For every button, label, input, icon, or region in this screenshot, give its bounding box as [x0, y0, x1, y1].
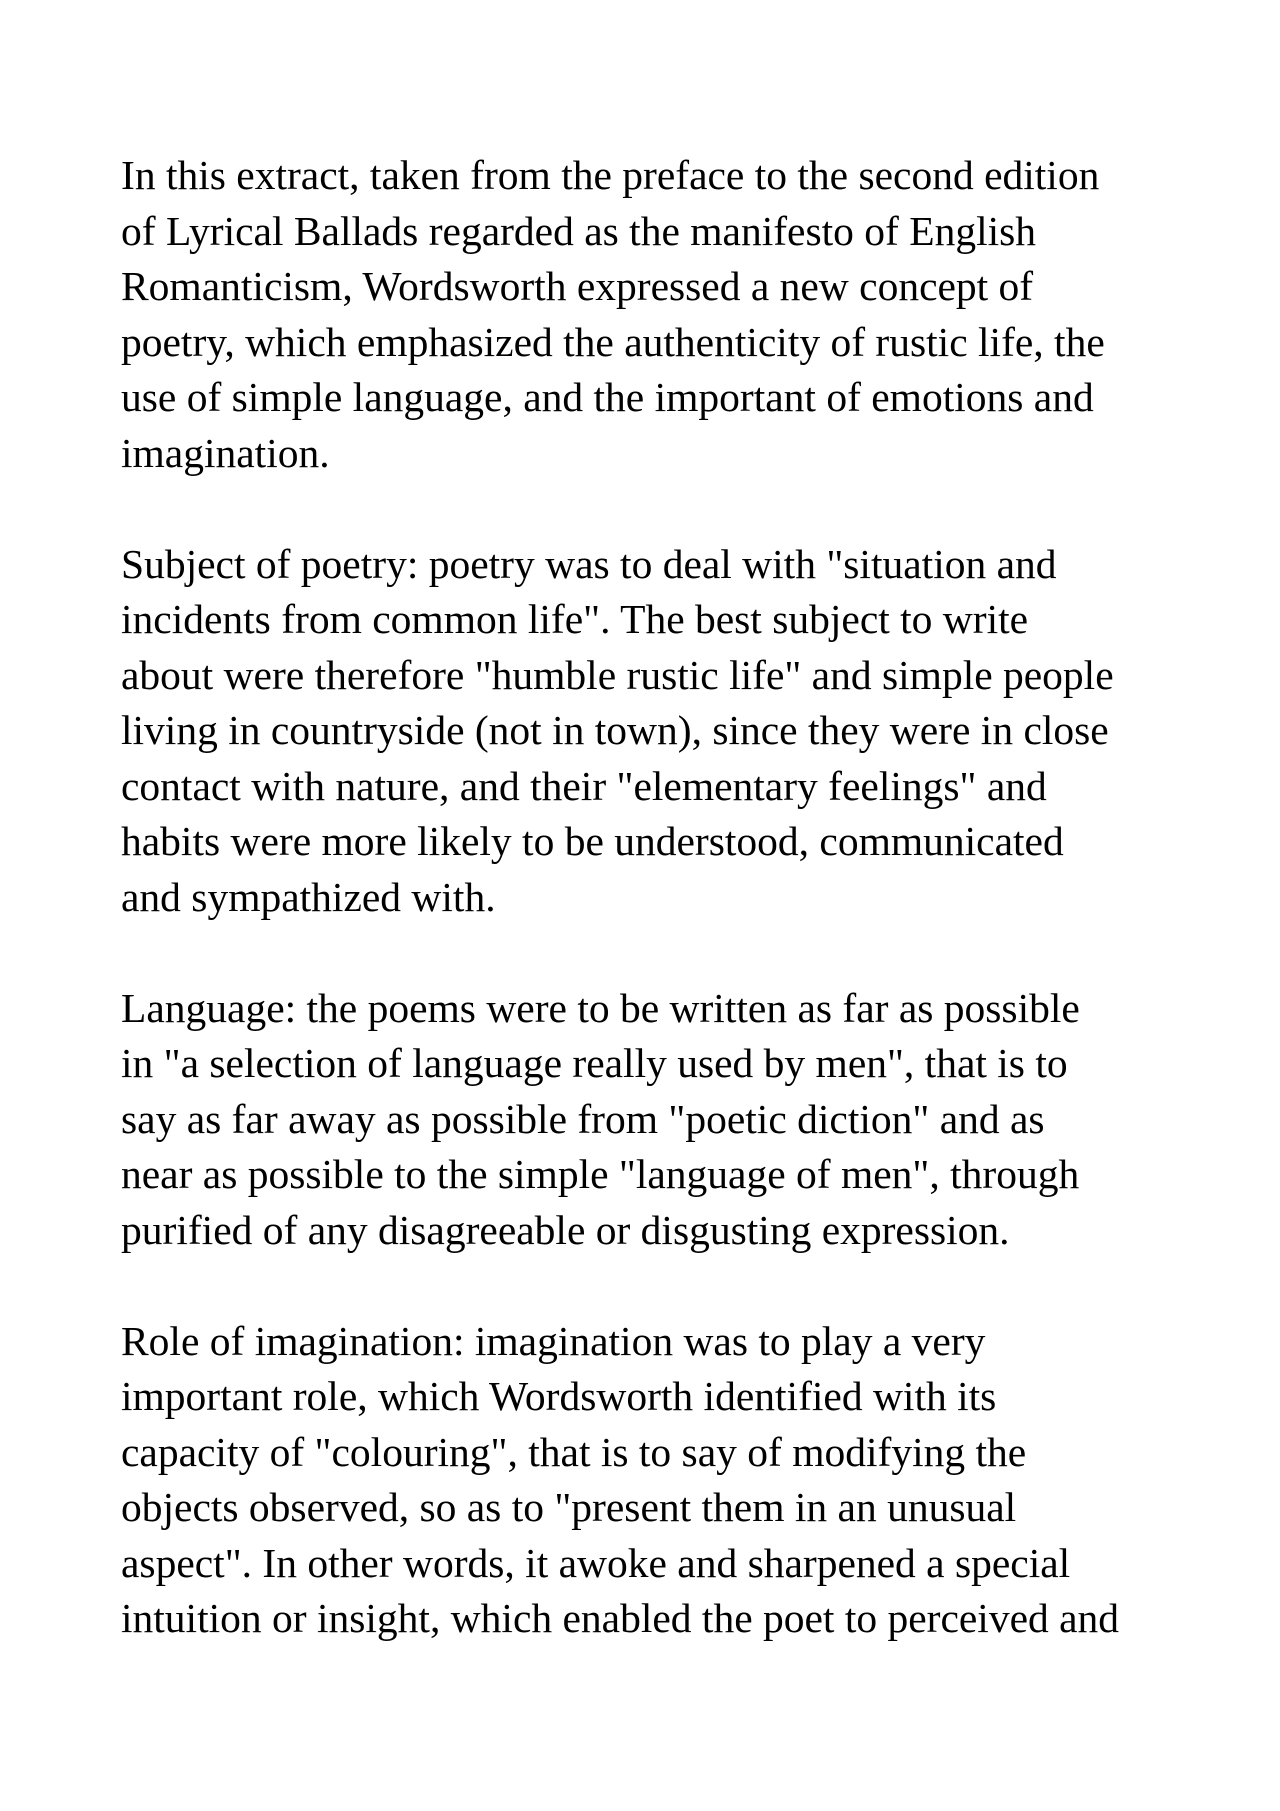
text-line: Subject of poetry: poetry was to deal with "situation and	[121, 540, 1057, 587]
text-line: In this extract, taken from the preface to the second edition	[121, 152, 1100, 198]
text-line: Role of imagination: imagination was to play a very	[121, 1317, 986, 1364]
text-line: of Lyrical Ballads regarded as the manifesto of English	[121, 207, 1037, 254]
text-line: contact with nature, and their "elementary feelings" and	[121, 762, 1047, 809]
text-line: intuition or insight, which enabled the poet to perceived and	[121, 1595, 1120, 1641]
text-line: use of simple language, and the important of emotions and	[121, 374, 1094, 420]
text-line: Language: the poems were to be written as far as possible	[121, 984, 1080, 1031]
text-line: say as far away as possible from "poetic diction" and as	[121, 1095, 1045, 1142]
text-line: important role, which Wordsworth identified with its	[121, 1373, 997, 1419]
text-line: poetry, which emphasized the authenticity of rustic life, the	[121, 318, 1105, 365]
text-line: about were therefore "humble rustic life" and simple people	[121, 651, 1114, 698]
text-line: habits were more likely to be understood, communicated	[121, 818, 1064, 864]
paragraph-role-of-imagination	[121, 1314, 1181, 1647]
text-line: incidents from common life". The best subject to write	[121, 596, 1029, 642]
document-body	[121, 148, 1181, 1647]
text-line: and sympathized with.	[121, 873, 496, 920]
text-line: capacity of "colouring", that is to say of modifying the	[121, 1428, 1027, 1475]
text-line: aspect". In other words, it awoke and sharpened a special	[121, 1539, 1071, 1586]
text-line: near as possible to the simple "language of men", through	[121, 1151, 1080, 1197]
text-line: living in countryside (not in town), since they were in close	[121, 707, 1109, 753]
text-line: Romanticism, Wordsworth expressed a new concept of	[121, 263, 1034, 309]
paragraph-intro	[121, 148, 1181, 481]
text-line: in "a selection of language really used by men", that is to	[121, 1040, 1068, 1086]
paragraph-subject-of-poetry	[121, 537, 1181, 926]
text-line: imagination.	[121, 429, 330, 476]
paragraph-language	[121, 981, 1181, 1259]
text-line: objects observed, so as to "present them in an unusual	[121, 1484, 1017, 1530]
text-line: purified of any disagreeable or disgusting expression.	[121, 1206, 1010, 1253]
